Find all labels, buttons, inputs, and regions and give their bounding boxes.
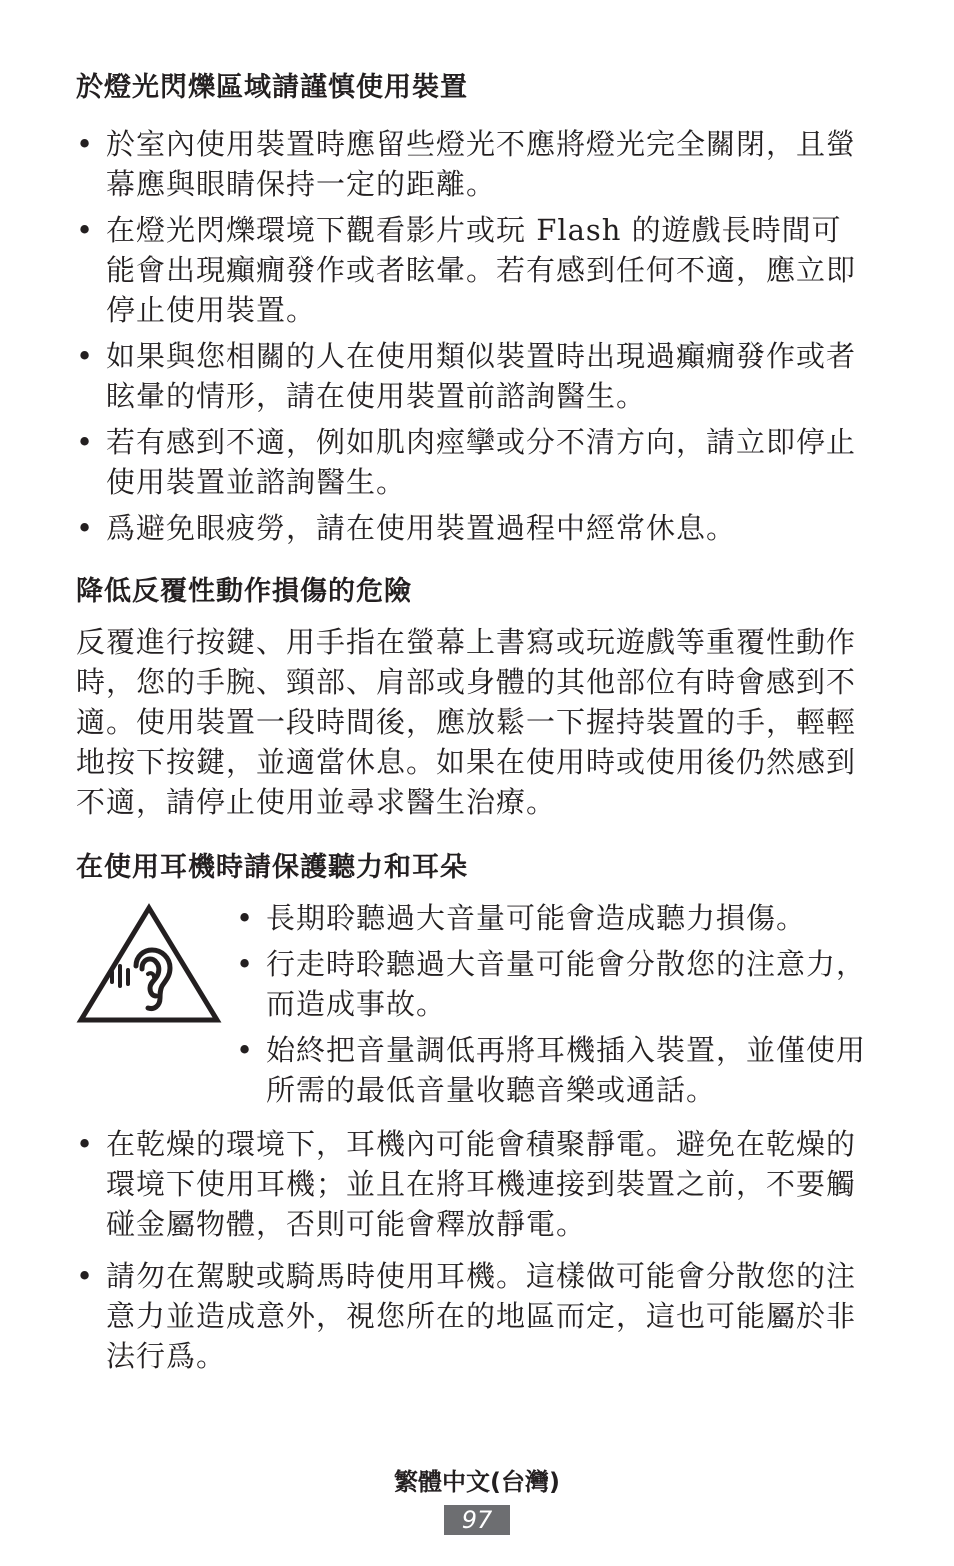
list-item	[236, 944, 866, 1024]
list-item	[76, 422, 866, 502]
list-item-text: 爲避免眼疲勞，請在使用裝置過程中經常休息。	[106, 511, 737, 545]
bullet-dot: •	[76, 213, 95, 247]
list-item-text: 長期聆聽過大音量可能會造成聽力損傷。	[266, 901, 807, 935]
list-item-text: 請勿在駕駛或騎馬時使用耳機。這樣做可能會分散您的注意力並造成意外，視您所在的地區而定，這也可能屬於非法行爲。	[106, 1259, 857, 1373]
list-item	[76, 1124, 866, 1244]
bullet-dot: •	[76, 511, 95, 545]
hearing-warning-icon	[76, 898, 236, 1030]
list-item	[236, 898, 866, 938]
footer-language: 繁體中文(台灣)	[394, 1468, 560, 1496]
page-number: 97	[444, 1505, 510, 1535]
hearing-warning-block	[76, 898, 866, 1110]
hearing-list	[76, 1124, 866, 1376]
section-title-repetitive-motion: 降低反覆性動作損傷的危險	[76, 576, 412, 607]
bullet-dot: •	[76, 425, 95, 459]
bullet-dot: •	[76, 1259, 95, 1293]
section-title-flashing-lights: 於燈光閃爍區域請謹慎使用裝置	[76, 72, 468, 103]
bullet-dot: •	[236, 947, 255, 981]
list-item-text: 在燈光閃爍環境下觀看影片或玩 Flash 的遊戲長時間可能會出現癲癇發作或者眩暈。若有感到任何不適，應立即停止使用裝置。	[106, 213, 857, 327]
list-item-text: 若有感到不適，例如肌肉痙攣或分不清方向，請立即停止使用裝置並諮詢醫生。	[106, 425, 857, 499]
list-item-text: 如果與您相關的人在使用類似裝置時出現過癲癇發作或者眩暈的情形，請在使用裝置前諮詢醫生。	[106, 339, 857, 413]
list-item-text: 於室內使用裝置時應留些燈光不應將燈光完全關閉，且螢幕應與眼睛保持一定的距離。	[106, 127, 857, 201]
list-item	[236, 1030, 866, 1110]
bullet-dot: •	[76, 339, 95, 373]
list-item-text: 在乾燥的環境下，耳機內可能會積聚靜電。避免在乾燥的環境下使用耳機；並且在將耳機連接到裝置之前，不要觸碰金屬物體，否則可能會釋放靜電。	[106, 1127, 857, 1241]
list-item	[76, 508, 866, 548]
list-item	[76, 124, 866, 204]
list-item-text: 行走時聆聽過大音量可能會分散您的注意力，而造成事故。	[266, 947, 867, 1021]
section-title-hearing-protection: 在使用耳機時請保護聽力和耳朵	[76, 852, 468, 883]
hearing-icon-list	[236, 898, 866, 1110]
list-item	[76, 1256, 866, 1376]
bullet-dot: •	[76, 1127, 95, 1161]
page-content	[76, 68, 866, 1376]
list-item-text: 始終把音量調低再將耳機插入裝置，並僅使用所需的最低音量收聽音樂或通話。	[266, 1033, 867, 1107]
bullet-dot: •	[236, 901, 255, 935]
flashing-lights-list	[76, 124, 866, 548]
list-item	[76, 210, 866, 330]
bullet-dot: •	[76, 127, 95, 161]
repetitive-motion-paragraph: 反覆進行按鍵、用手指在螢幕上書寫或玩遊戲等重覆性動作時，您的手腕、頸部、肩部或身體的其他部位有時會感到不適。使用裝置一段時間後，應放鬆一下握持裝置的手，輕輕地按下按鍵，並適當休息。如果在使用時或使用後仍然感到不適，請停止使用並尋求醫生治療。	[76, 625, 857, 819]
bullet-dot: •	[236, 1033, 255, 1067]
list-item	[76, 336, 866, 416]
